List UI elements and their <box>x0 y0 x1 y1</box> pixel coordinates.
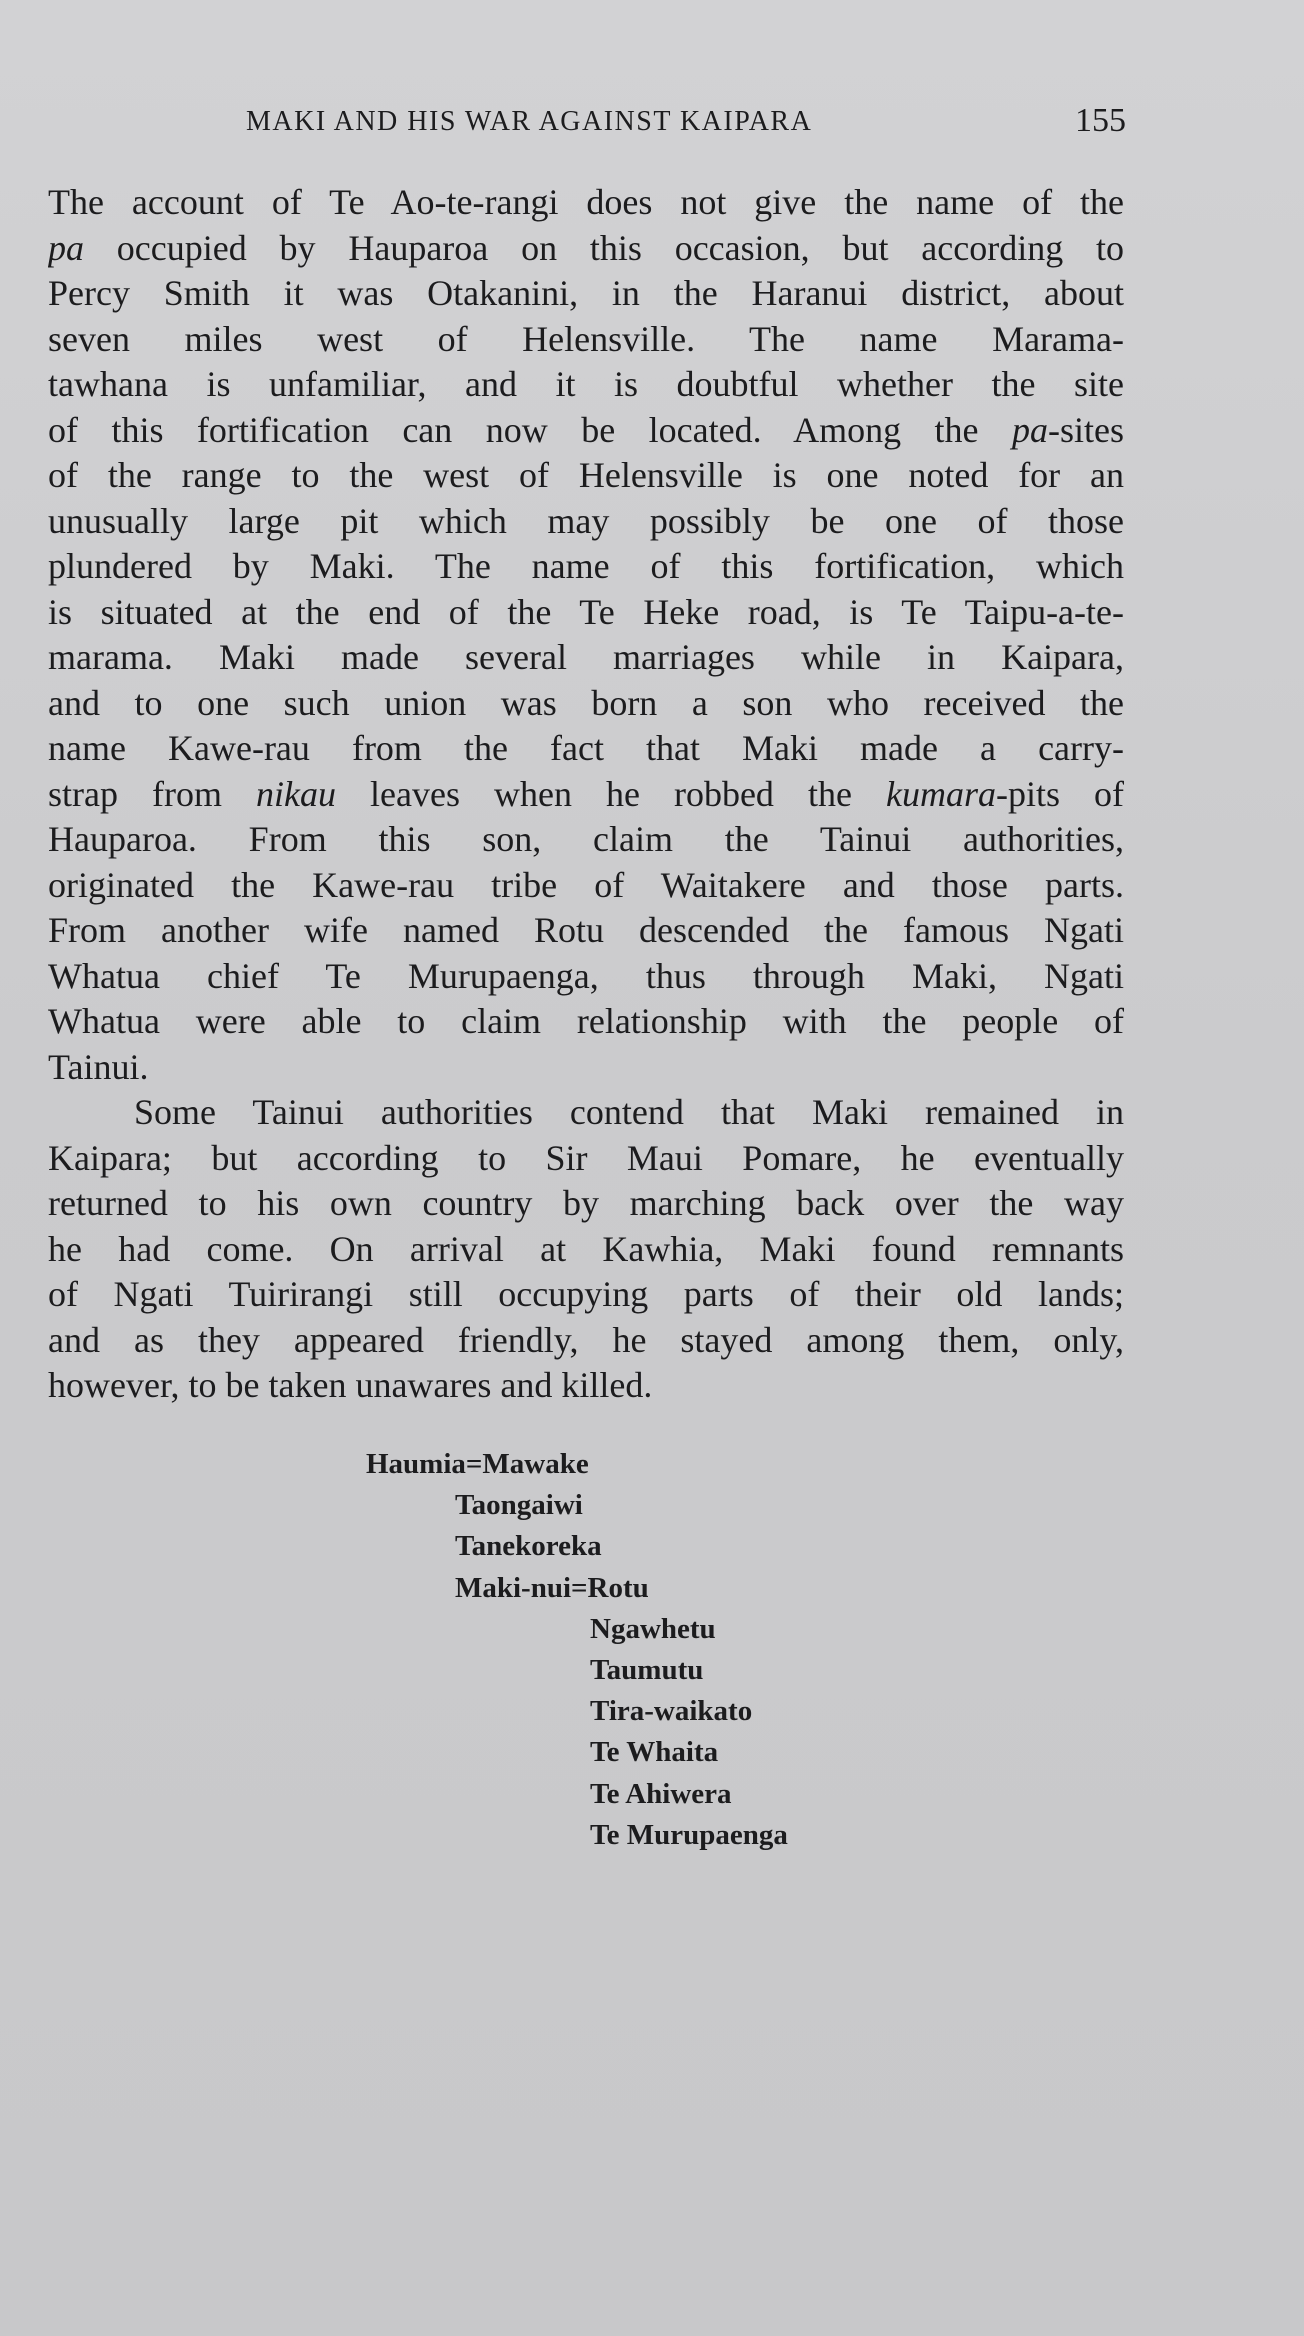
text-line: The account of Te Ao-te-rangi does not give the name of the <box>48 182 1124 222</box>
italic-term: kumara <box>885 773 996 814</box>
genealogy-entry: Tira-waikato <box>590 1695 753 1728</box>
paragraph-2 <box>48 1090 1124 1409</box>
running-head <box>246 102 1126 146</box>
genealogy-entry: Tanekoreka <box>455 1530 602 1563</box>
text-line: Some Tainui authorities contend that Maki remained in <box>134 1092 1124 1132</box>
page-number: 155 <box>1075 102 1126 139</box>
text-line: Whatua chief Te Murupaenga, thus through Maki, Ngati <box>48 955 1124 996</box>
text-line: however, to be taken unawares and killed. <box>48 1365 653 1405</box>
genealogy-entry: Ngawhetu <box>590 1612 716 1645</box>
text-line: Tainui. <box>48 1046 149 1087</box>
italic-term: pa <box>1012 409 1048 450</box>
italic-term: pa <box>48 227 84 268</box>
text-line: Kaipara; but according to Sir Maui Pomare, he eventually <box>48 1137 1124 1178</box>
text-line: he had come. On arrival at Kawhia, Maki found remnants <box>48 1228 1124 1269</box>
text-line: Hauparoa. From this son, claim the Tainui authorities, <box>48 819 1124 859</box>
text-line: of the range to the west of Helensville is one noted for an <box>48 455 1124 495</box>
text-line: of Ngati Tuirirangi still occupying parts of their old lands; <box>48 1274 1124 1314</box>
genealogy-entry: Te Ahiwera <box>590 1777 732 1810</box>
text-line: pa occupied by Hauparoa on this occasion, but according to <box>48 227 1124 268</box>
genealogy-entry: Maki-nui=Rotu <box>455 1571 649 1604</box>
text-line: unusually large pit which may possibly be one of those <box>48 500 1124 541</box>
text-line: is situated at the end of the Te Heke road, is Te Taipu-a-te- <box>48 591 1124 632</box>
text-line: name Kawe-rau from the fact that Maki made a carry- <box>48 728 1124 768</box>
text-line: and as they appeared friendly, he stayed among them, only, <box>48 1319 1124 1360</box>
text-line: returned to his own country by marching back over the way <box>48 1183 1124 1223</box>
text-line: plundered by Maki. The name of this fortification, which <box>48 546 1124 586</box>
text-line: tawhana is unfamiliar, and it is doubtful whether the site <box>48 364 1124 404</box>
text-line: marama. Maki made several marriages while in Kaipara, <box>48 637 1124 677</box>
text-line: From another wife named Rotu descended the famous Ngati <box>48 910 1124 950</box>
text-line: and to one such union was born a son who received the <box>48 682 1124 723</box>
body-text <box>48 180 1124 1409</box>
text-line: Whatua were able to claim relationship with the people of <box>48 1001 1124 1041</box>
genealogy-entry: Te Murupaenga <box>590 1818 788 1851</box>
italic-term: nikau <box>256 773 336 814</box>
running-title: MAKI AND HIS WAR AGAINST KAIPARA <box>246 106 813 137</box>
genealogy-entry: Taumutu <box>590 1653 704 1686</box>
genealogy-entry: Taongaiwi <box>455 1489 583 1522</box>
paragraph-1 <box>48 180 1124 1090</box>
text-line: of this fortification can now be located. Among the pa-sites <box>48 409 1124 450</box>
text-line: Percy Smith it was Otakanini, in the Haranui district, about <box>48 273 1124 313</box>
text-line: strap from nikau leaves when he robbed the kumara-pits of <box>48 773 1124 814</box>
genealogy-entry: Te Whaita <box>590 1736 719 1769</box>
genealogy-entry: Haumia=Mawake <box>366 1448 589 1480</box>
genealogy-table <box>366 1444 1066 1856</box>
text-line: originated the Kawe-rau tribe of Waitakere and those parts. <box>48 864 1124 905</box>
text-line: seven miles west of Helensville. The name Marama- <box>48 318 1124 359</box>
